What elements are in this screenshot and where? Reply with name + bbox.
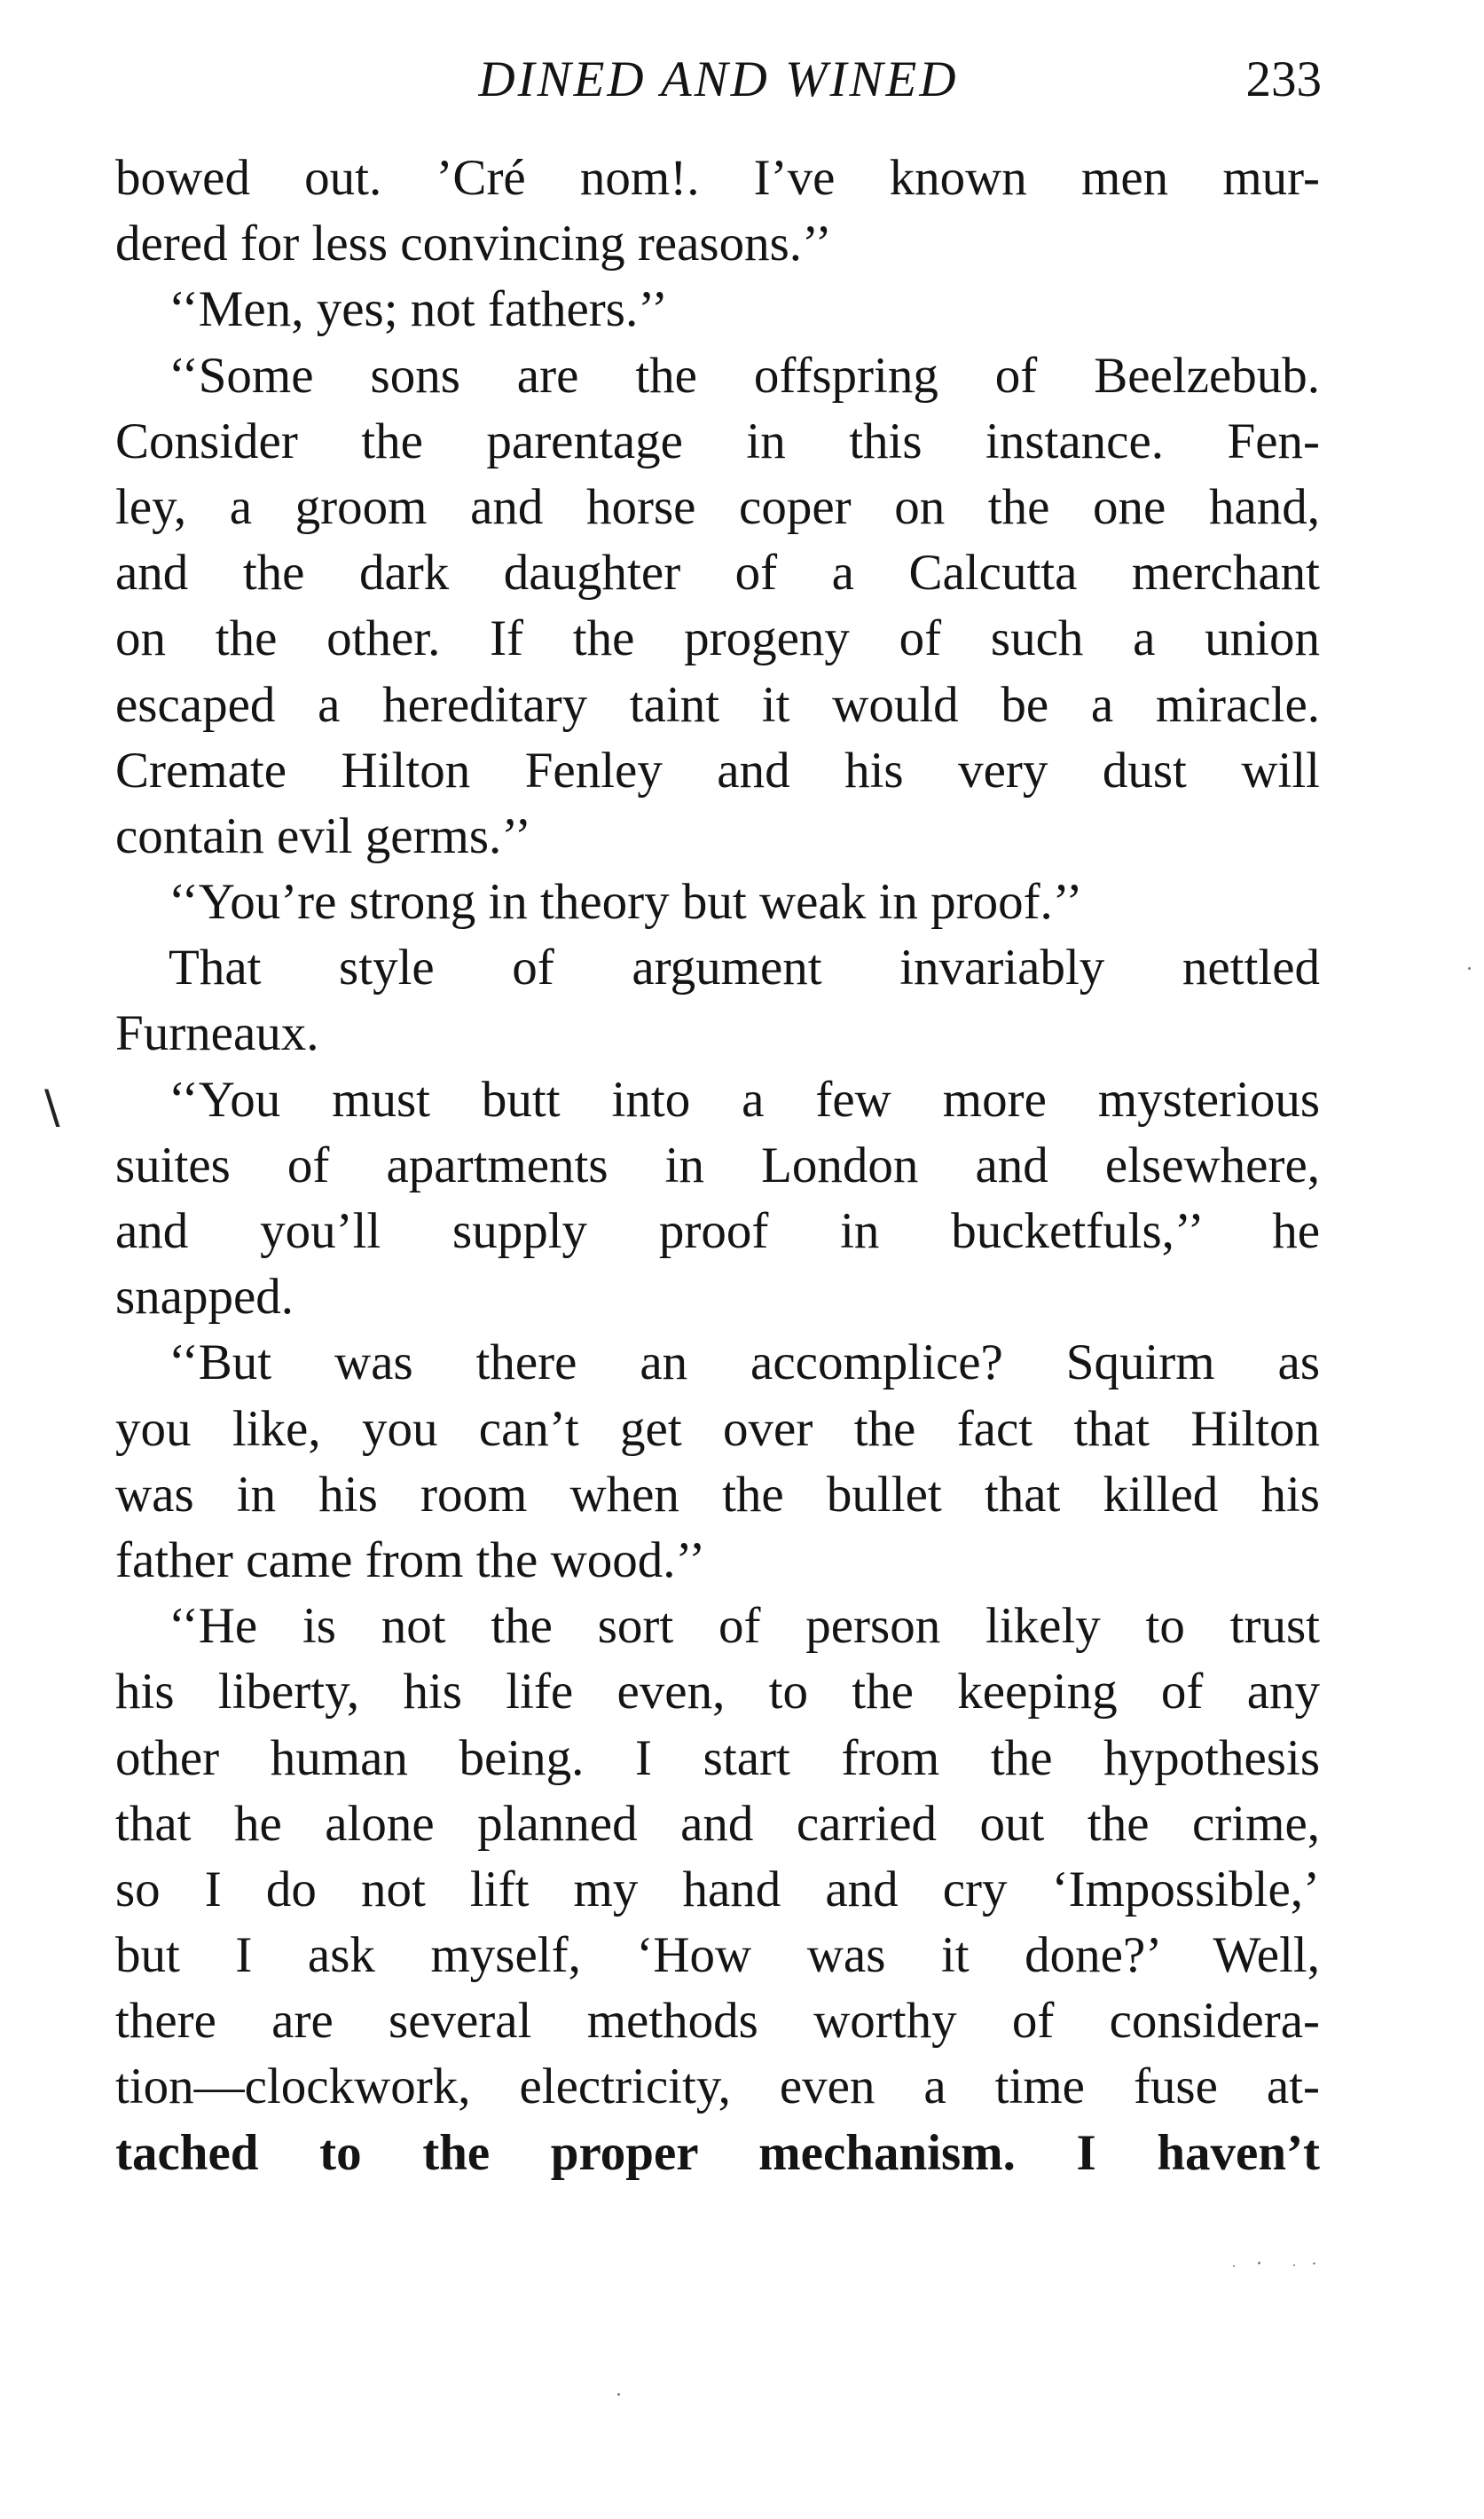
body-text [115,146,1320,2186]
print-speck [1233,2265,1235,2267]
text-line: on the other. If the progeny of such a union [115,610,1320,667]
print-speck [1293,2264,1295,2266]
text-line: That style of argument invariably nettled [169,940,1320,996]
text-line: there are several methods worthy of considera- [115,1993,1320,2050]
text-line: and the dark daughter of a Calcutta merchant [115,545,1320,602]
text-line: was in his room when the bullet that killed his [115,1466,1320,1523]
text-line: ‘‘You’re strong in theory but weak in proof.’’ [169,874,1083,931]
text-line: Furneaux. [115,1005,319,1062]
print-speck [1468,967,1471,970]
text-line: but I ask myself, ‘How was it done?’ Well, [115,1927,1320,1984]
text-line: so I do not lift my hand and cry ‘Impossible,’ [115,1861,1320,1917]
text-line: bowed out. ’Cré nom!. I’ve known men mur- [115,150,1320,206]
page-header [115,44,1322,115]
text-line: snapped. [115,1269,294,1326]
text-line: that he alone planned and carried out the crime, [115,1795,1320,1852]
text-line: dered for less convincing reasons.’’ [115,216,832,272]
text-line: Cremate Hilton Fenley and his very dust will [115,742,1320,799]
text-line: tached to the proper mechanism. I haven’t [115,2124,1320,2181]
text-line: his liberty, his life even, to the keeping of any [115,1664,1320,1720]
text-line: ‘‘Men, yes; not fathers.’’ [169,281,668,338]
print-speck [617,2393,620,2396]
text-line: ‘‘But was there an accomplice? Squirm as [169,1334,1320,1391]
text-line: ‘‘He is not the sort of person likely to trust [169,1598,1320,1655]
text-line: escaped a hereditary taint it would be a miracle. [115,676,1320,733]
text-line: tion—clockwork, electricity, even a time fuse at- [115,2058,1320,2115]
text-line: suites of apartments in London and elsewhere, [115,1137,1320,1193]
running-title: DINED AND WINED [478,51,959,107]
text-line: ‘‘You must butt into a few more mysterious [169,1071,1320,1128]
margin-mark: \ [44,1081,60,1134]
text-line: ‘‘Some sons are the offspring of Beelzebub. [169,347,1320,404]
text-line: Consider the parentage in this instance. Fen- [115,413,1320,469]
print-speck [1258,2262,1260,2264]
text-line: and you’ll supply proof in bucketfuls,’’ he [115,1203,1320,1259]
text-line: ley, a groom and horse coper on the one hand, [115,478,1320,535]
text-line: other human being. I start from the hypothesis [115,1729,1320,1786]
print-speck [1313,2263,1315,2264]
text-line: you like, you can’t get over the fact that Hilton [115,1400,1320,1457]
text-line: contain evil germs.’’ [115,807,532,864]
text-line: father came from the wood.’’ [115,1531,706,1588]
page-number: 233 [1245,51,1322,107]
